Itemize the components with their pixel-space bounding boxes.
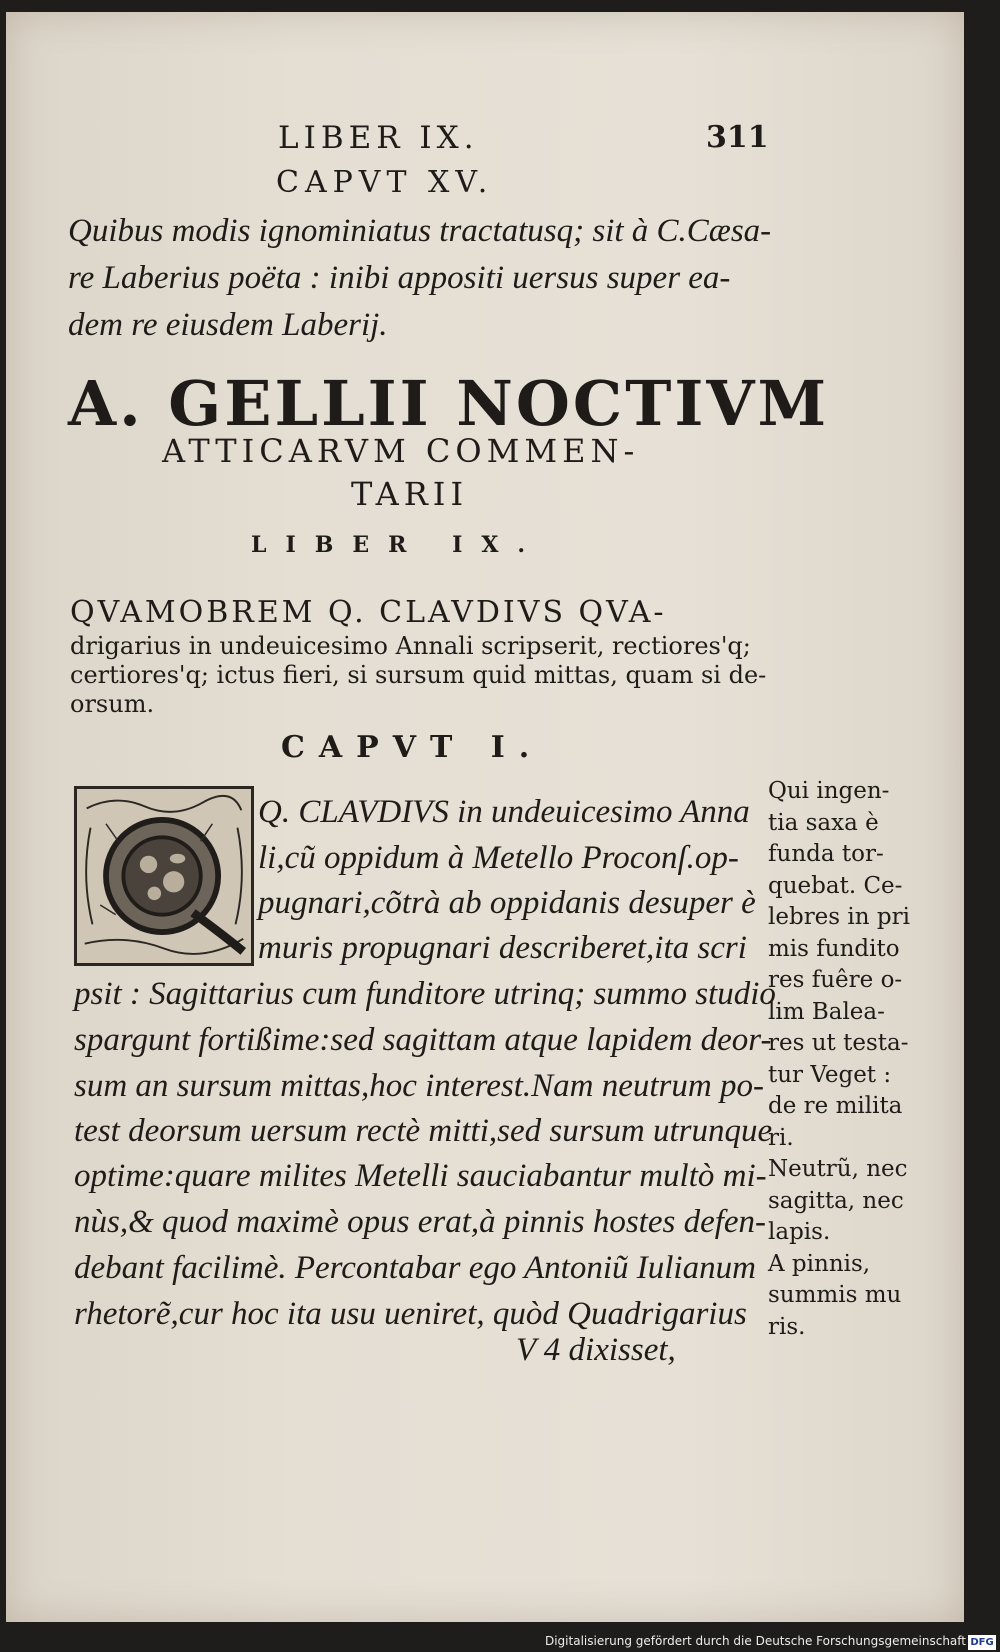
catchword: V 4 dixisset,	[516, 1332, 676, 1368]
body-text-line: pugnari,cõtrà ab oppidanis desuper è	[258, 885, 756, 921]
margin-note-line: summis mu	[768, 1282, 902, 1308]
marginal-notes	[768, 776, 958, 1343]
margin-note-line: A pinnis,	[768, 1250, 871, 1277]
summary-line: orsum.	[70, 690, 155, 718]
page-number: 311	[706, 120, 769, 155]
chapter-i-summary-head: QVAMOBREM Q. CLAVDIVS QVA-	[70, 595, 667, 630]
book-title: A. GELLII NOCTIVM	[68, 367, 830, 440]
summary-line: Quibus modis ignominiatus tractatusq; sit à C.Cæsa-	[68, 213, 772, 249]
summary-line: drigarius in undeuicesimo Annali scripserit, rectiores'q;	[70, 632, 751, 660]
body-text-line: debant facilimè. Percontabar ego Antoniũ Iulianum	[74, 1250, 756, 1286]
margin-note-line: tia saxa è	[768, 809, 879, 836]
margin-note-line: lapis.	[768, 1219, 831, 1245]
margin-note-line: de re milita	[768, 1093, 903, 1119]
summary-line: certiores'q; ictus fieri, si sursum quid mittas, quam si de-	[70, 661, 767, 689]
margin-note-line: tur Veget :	[768, 1061, 892, 1088]
body-text-line: nùs,& quod maximè opus erat,à pinnis hostes defen-	[74, 1204, 767, 1240]
margin-note-line: quebat. Ce-	[768, 872, 903, 899]
body-text-line: li,cũ oppidum à Metello Proconſ.op-	[258, 840, 739, 876]
margin-note-line: ri.	[768, 1124, 794, 1151]
book-subtitle-line: ATTICARVM COMMEN-	[162, 432, 640, 470]
book-page	[6, 12, 964, 1622]
dfg-logo-icon: DFG	[968, 1635, 996, 1650]
chapter-i-summary	[70, 632, 770, 719]
body-text-line: Q. CLAVDIVS in undeuicesimo Anna	[258, 794, 750, 830]
woodcut-initial-q-icon	[74, 786, 254, 966]
running-head: LIBER IX.	[278, 120, 479, 156]
margin-note-line: ris.	[768, 1313, 806, 1340]
body-text-line: rhetorẽ,cur hoc ita usu ueniret, quòd Quadrigarius	[74, 1296, 747, 1332]
body-text-line: test deorsum uersum rectè mitti,sed sursum utrunque	[74, 1113, 773, 1149]
margin-note-line: lebres in pri	[768, 904, 910, 930]
chapter-xv-summary	[68, 208, 772, 349]
digitization-credit: Digitalisierung gefördert durch die Deutsche Forschungsgemeinschaft	[544, 1634, 966, 1648]
margin-note-line: res fuêre o-	[768, 967, 903, 993]
body-text-line: spargunt fortißime:sed sagittam atque lapidem deor-	[74, 1022, 772, 1058]
summary-line: dem re eiusdem Laberij.	[68, 307, 388, 343]
book-number: LIBER IX.	[251, 532, 545, 558]
margin-note-line: funda tor-	[768, 841, 884, 867]
body-text-line: psit : Sagittarius cum funditore utrinq; summo studio	[74, 976, 776, 1012]
margin-note-line: Neutrũ, nec	[768, 1156, 908, 1182]
margin-note-line: mis fundito	[768, 935, 900, 962]
chapter-xv-heading: CAPVT XV.	[276, 165, 494, 200]
body-text-line: muris propugnari describeret,ita scri	[258, 930, 747, 966]
summary-line: re Laberius poëta : inibi appositi uersus super ea-	[68, 260, 731, 296]
body-text-line: sum an sursum mittas,hoc interest.Nam neutrum po-	[74, 1068, 764, 1104]
book-subtitle-line: TARII	[351, 475, 469, 513]
chapter-i-heading: CAPVT I.	[281, 730, 544, 765]
woodcut-initial-graphic	[77, 789, 251, 963]
margin-note-line: lim Balea-	[768, 998, 885, 1025]
margin-note-line: Qui ingen-	[768, 778, 890, 804]
margin-note-line: sagitta, nec	[768, 1187, 904, 1214]
body-text-line: optime:quare milites Metelli sauciabantur multò mi-	[74, 1158, 767, 1194]
margin-note-line: res ut testa-	[768, 1030, 909, 1056]
